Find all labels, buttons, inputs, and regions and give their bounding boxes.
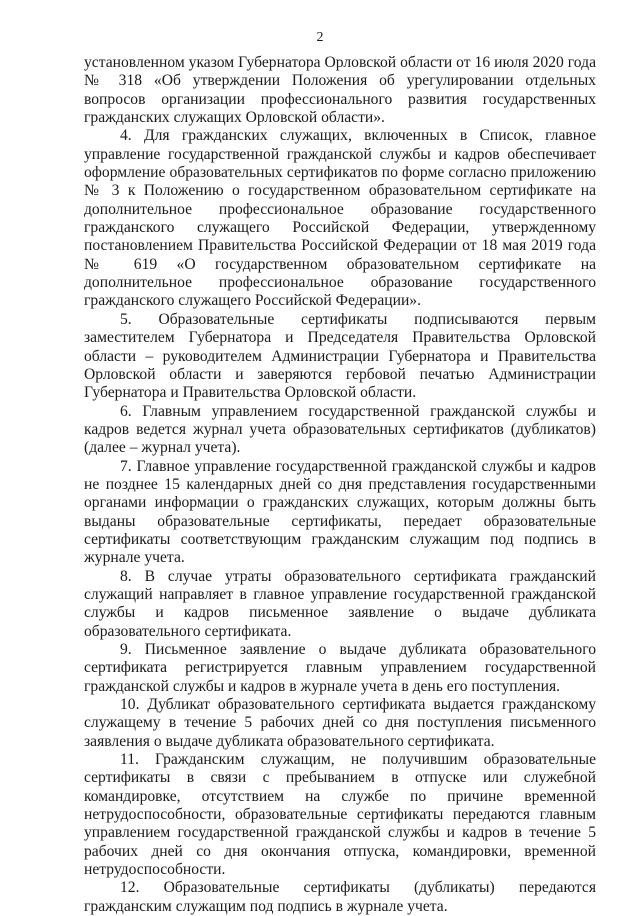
- paragraph-7: 7. Главное управление государственной гражданской службы и кадров не позднее 15 календарных дней со дня представления государственными органами информации о гражданских служащих, которым должны быть выданы образовательные сертификаты, передает образовательные сертификаты соответствующим гражданским служащим под подпись в журнале учета.: [84, 457, 596, 567]
- paragraph-10: 10. Дубликат образовательного сертификата выдается гражданскому служащему в течение 5 рабочих дней со дня поступления письменного заявления о выдаче дубликата образовательного сертификата.: [84, 696, 596, 750]
- paragraph-continuation: установленном указом Губернатора Орловской области от 16 июля 2020 года № 318 «Об утверждении Положения об урегулировании отдельных вопросов организации профессионального развития государственных гражданских служащих Орловской области».: [84, 54, 596, 127]
- paragraph-4: 4. Для гражданских служащих, включенных в Список, главное управление государственной гражданской службы и кадров обеспечивает оформление образовательных сертификатов по форме согласно приложению № 3 к Положению о государственном образовательном сертификате на дополнительное профессиональное образование государственного гражданского служащего Российской Федерации, утвержденному постановлением Правительства Российской Федерации от 18 мая 2019 года № 619 «О государственном образовательном сертификате на дополнительное профессиональное образование государственного гражданского служащего Российской Федерации».: [84, 127, 596, 310]
- paragraph-5: 5. Образовательные сертификаты подписываются первым заместителем Губернатора и Председателя Правительства Орловской области – руководителем Администрации Губернатора и Правительства Орловской области и заверяются гербовой печатью Администрации Губернатора и Правительства Орловской области.: [84, 310, 596, 402]
- document-body: [84, 54, 596, 916]
- paragraph-8: 8. В случае утраты образовательного сертификата гражданский служащий направляет в главное управление государственной гражданской службы и кадров письменное заявление о выдаче дубликата образовательного сертификата.: [84, 567, 596, 640]
- paragraph-9: 9. Письменное заявление о выдаче дубликата образовательного сертификата регистрируется главным управлением государственной гражданской службы и кадров в журнале учета в день его поступления.: [84, 641, 596, 695]
- paragraph-12: 12. Образовательные сертификаты (дубликаты) передаются гражданским служащим под подпись в журнале учета.: [84, 879, 596, 915]
- paragraph-6: 6. Главным управлением государственной гражданской службы и кадров ведется журнал учета образовательных сертификатов (дубликатов) (далее – журнал учета).: [84, 402, 596, 457]
- paragraph-11: 11. Гражданским служащим, не получившим образовательные сертификаты в связи с пребыванием в отпуске или служебной командировке, отсутствием на службе по причине временной нетрудоспособности, образовательные сертификаты передаются главным управлением государственной гражданской службы и кадров в течение 5 рабочих дней со дня окончания отпуска, командировки, временной нетрудоспособности.: [84, 751, 596, 879]
- page-number: 2: [316, 30, 324, 45]
